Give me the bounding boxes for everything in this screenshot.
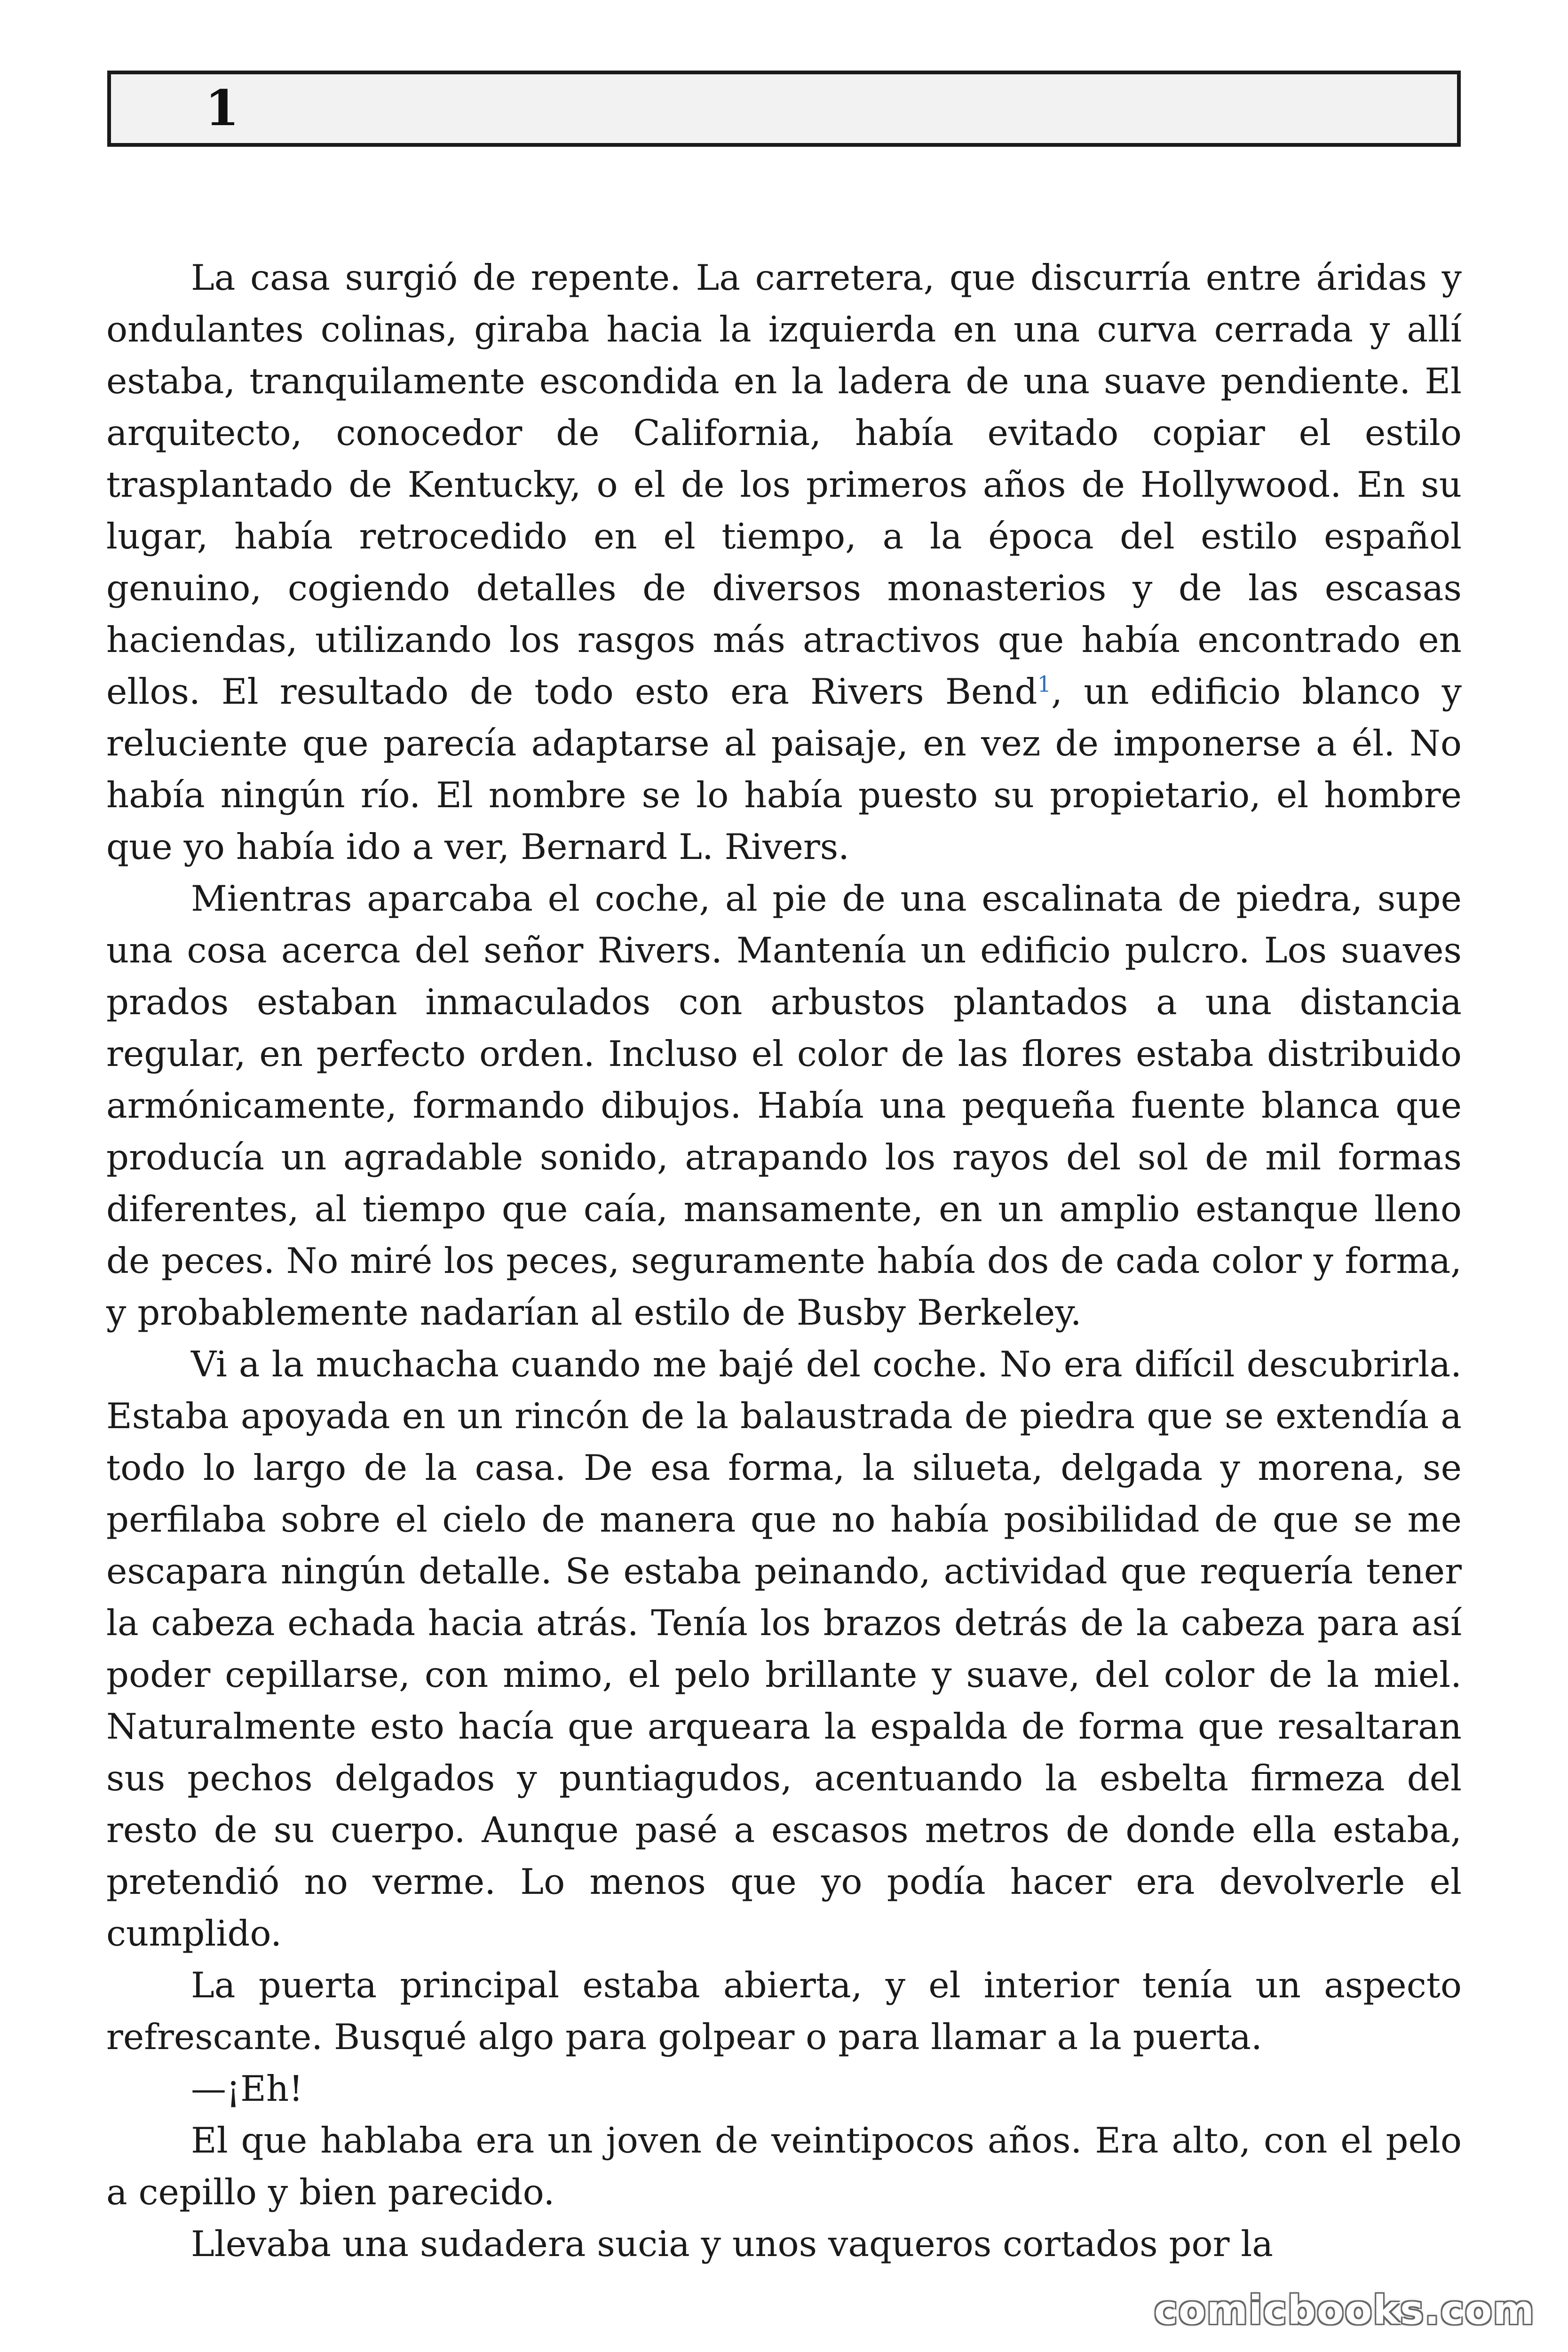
chapter-header-box bbox=[107, 71, 1461, 147]
paragraph: Vi a la muchacha cuando me bajé del coche. No era difícil descubrirla. Estaba apoyada en un rincón de la balaustrada de piedra que se extendía a todo lo largo de la casa. De esa forma, la silueta, delgada y morena, se perfilaba sobre el cielo de manera que no había posibilidad de que se me escapara ningún detalle. Se estaba peinando, actividad que requería tener la cabeza echada hacia atrás. Tenía los brazos detrás de la cabeza para así poder cepillarse, con mimo, el pelo brillante y suave, del color de la miel. Naturalmente esto hacía que arqueara la espalda de forma que resaltaran sus pechos delgados y puntiagudos, acentuando la esbelta firmeza del resto de su cuerpo. Aunque pasé a escasos metros de donde ella estaba, pretendió no verme. Lo menos que yo podía hacer era devolverle el cumplido. bbox=[106, 1343, 1462, 1954]
paragraph: Mientras aparcaba el coche, al pie de una escalinata de piedra, supe una cosa acerca del señor Rivers. Mantenía un edificio pulcro. Los suaves prados estaban inmaculados con arbustos plantados a una distancia regular, en perfecto orden. Incluso el color de las flores estaba distribuido armónicamente, formando dibujos. Había una pequeña fuente blanca que producía un agradable sonido, atrapando los rayos del sol de mil formas diferentes, al tiempo que caía, mansamente, en un amplio estanque lleno de peces. No miré los peces, seguramente había dos de cada color y forma, y probablemente nadarían al estilo de Busby Berkeley. bbox=[106, 878, 1462, 1333]
paragraph: La puerta principal estaba abierta, y el interior tenía un aspecto refrescante. Busqué algo para golpear o para llamar a la puerta. bbox=[106, 1964, 1462, 2058]
paragraph-text: , un edificio blanco y reluciente que parecía adaptarse al paisaje, en vez de imponerse a él. No había ningún río. El nombre se lo había puesto su propietario, el hombre que yo había ido a ver, Bernard L. Rivers. bbox=[106, 671, 1462, 867]
watermark: comicbooks.com bbox=[1154, 2287, 1535, 2333]
paragraph-text: La casa surgió de repente. La carretera, que discurría entre áridas y ondulantes colinas, giraba hacia la izquierda en una curva cerrada y allí estaba, tranquilamente escondida en la ladera de una suave pendiente. El arquitecto, conocedor de California, había evitado copiar el estilo trasplantado de Kentucky, o el de los primeros años de Hollywood. En su lugar, había retrocedido en el tiempo, a la época del estilo español genuino, cogiendo detalles de diversos monasterios y de las escasas haciendas, utilizando los rasgos más atractivos que había encontrado en ellos. El resultado de todo esto era Rivers Bend bbox=[106, 257, 1462, 712]
paragraph bbox=[106, 252, 1462, 873]
paragraph: Llevaba una sudadera sucia y unos vaqueros cortados por la bbox=[191, 2223, 1273, 2265]
dialogue-line: —¡Eh! bbox=[191, 2068, 303, 2109]
chapter-number: 1 bbox=[205, 79, 239, 137]
paragraph: El que hablaba era un joven de veintipocos años. Era alto, con el pelo a cepillo y bien parecido. bbox=[106, 2120, 1462, 2213]
footnote-link[interactable]: 1 bbox=[1037, 671, 1052, 697]
chapter-body bbox=[106, 252, 1462, 2270]
